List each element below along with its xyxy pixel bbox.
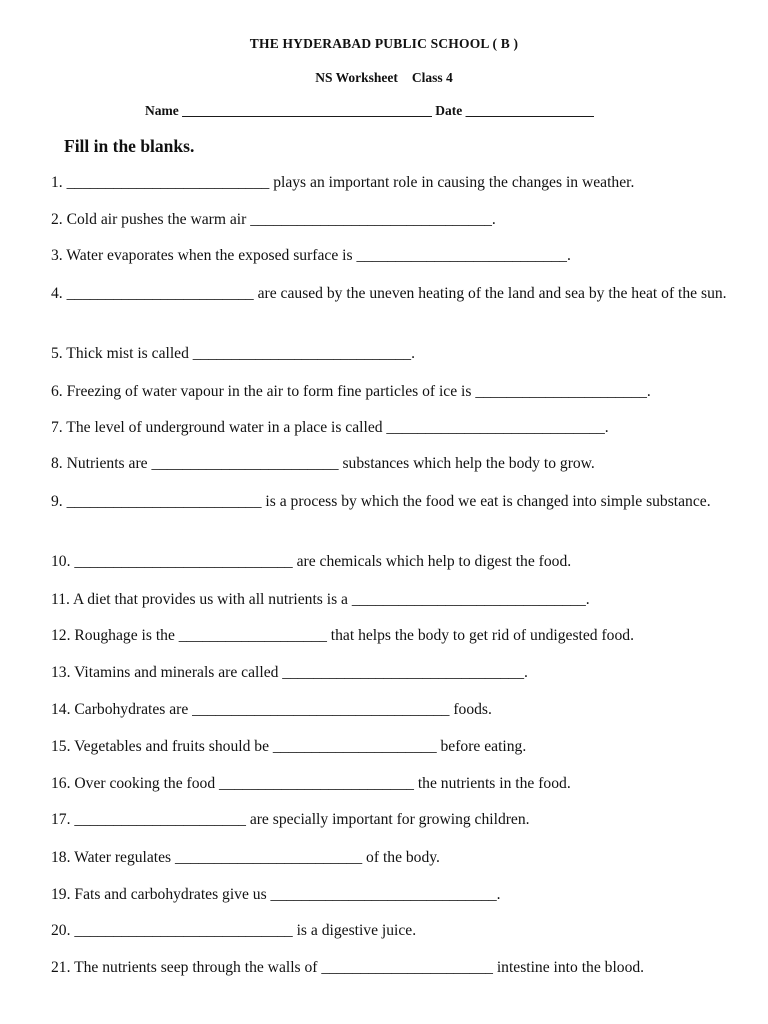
question-17: 17. ______________________ are specially important for growing children. <box>51 811 530 828</box>
question-2: 2. Cold air pushes the warm air _______________________________. <box>51 211 496 228</box>
question-5: 5. Thick mist is called ____________________________. <box>51 345 415 362</box>
question-11: 11. A diet that provides us with all nutrients is a ______________________________. <box>51 591 590 608</box>
question-9: 9. _________________________ is a process by which the food we eat is changed into simple substance. <box>51 493 711 510</box>
worksheet-class: Class 4 <box>411 70 453 85</box>
question-14: 14. Carbohydrates are _________________________________ foods. <box>51 701 492 718</box>
question-19: 19. Fats and carbohydrates give us _____________________________. <box>51 886 501 903</box>
question-18: 18. Water regulates ________________________ of the body. <box>51 849 440 866</box>
question-1: 1. __________________________ plays an important role in causing the changes in weather. <box>51 174 635 191</box>
name-date-line: Name _____________________________________ Date ___________________ <box>145 103 594 118</box>
question-10: 10. ____________________________ are chemicals which help to digest the food. <box>51 553 572 570</box>
question-6: 6. Freezing of water vapour in the air to form fine particles of ice is ______________________. <box>51 383 651 400</box>
question-21: 21. The nutrients seep through the walls of ______________________ intestine into the blood. <box>51 959 645 976</box>
question-13: 13. Vitamins and minerals are called _______________________________. <box>51 664 528 681</box>
question-16: 16. Over cooking the food _________________________ the nutrients in the food. <box>51 775 571 792</box>
question-12: 12. Roughage is the ___________________ that helps the body to get rid of undigested food. <box>51 627 634 644</box>
worksheet-subject: NS Worksheet <box>315 70 398 85</box>
question-20: 20. ____________________________ is a digestive juice. <box>51 922 417 939</box>
school-name: THE HYDERABAD PUBLIC SCHOOL ( B ) <box>249 36 519 51</box>
question-7: 7. The level of underground water in a place is called ____________________________. <box>51 419 609 436</box>
section-title: Fill in the blanks. <box>64 136 195 156</box>
worksheet-subtitle <box>0 70 768 86</box>
question-3: 3. Water evaporates when the exposed surface is ___________________________. <box>51 247 571 264</box>
question-4: 4. ________________________ are caused by the uneven heating of the land and sea by the heat of the sun. <box>51 285 727 302</box>
question-15: 15. Vegetables and fruits should be _____________________ before eating. <box>51 738 527 755</box>
question-8: 8. Nutrients are ________________________ substances which help the body to grow. <box>51 455 595 472</box>
